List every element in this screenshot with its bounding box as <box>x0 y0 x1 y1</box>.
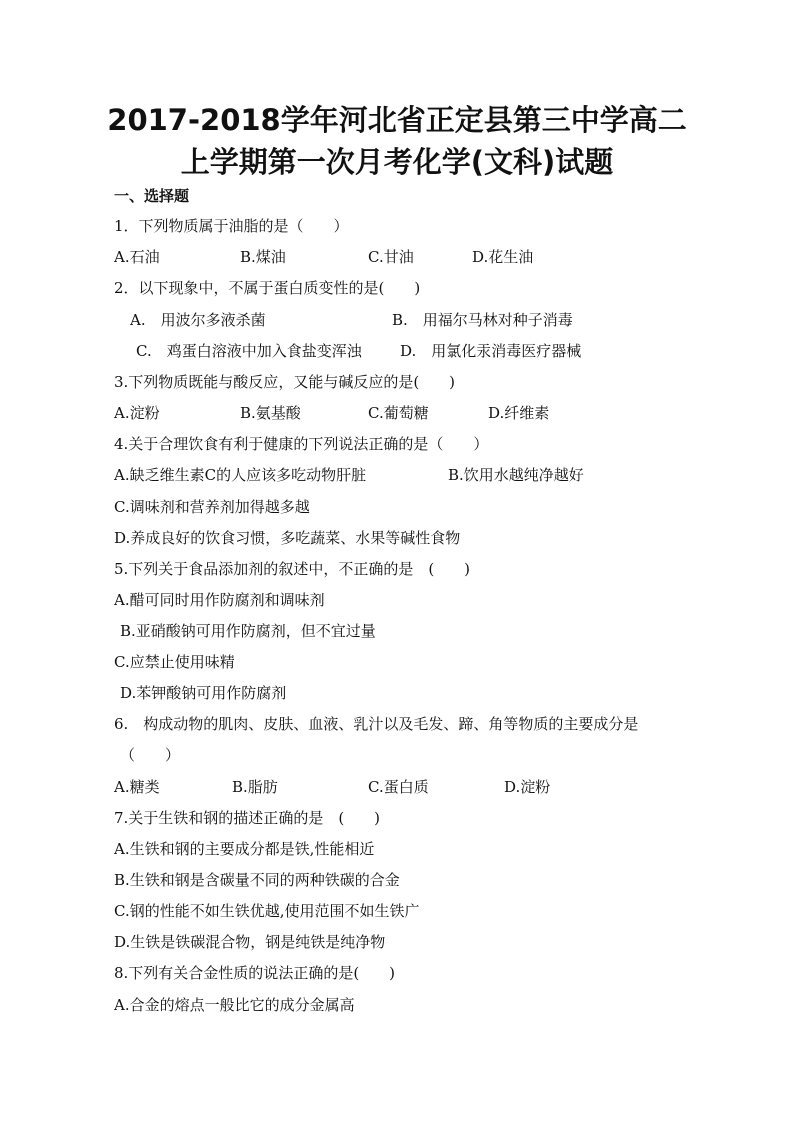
question-6-option-d: D.淀粉 <box>504 778 551 796</box>
question-4-option-c: C.调味剂和营养剂加得越多越 <box>114 498 310 516</box>
question-5-option-c: C.应禁止使用味精 <box>114 653 235 671</box>
question-4-option-a: A.缺乏维生素C的人应该多吃动物肝脏 <box>114 466 367 484</box>
question-2-stem: 2．以下现象中，不属于蛋白质变性的是( ) <box>114 279 421 297</box>
question-2-option-b: B. 用福尔马林对种子消毒 <box>392 311 573 329</box>
question-1-option-b: B.煤油 <box>240 248 286 266</box>
question-8-stem: 8.下列有关合金性质的说法正确的是( ) <box>114 964 396 982</box>
question-4-stem: 4.关于合理饮食有利于健康的下列说法正确的是（ ） <box>114 435 489 453</box>
question-7-option-c: C.钢的性能不如生铁优越,使用范围不如生铁广 <box>114 902 420 920</box>
question-3-option-d: D.纤维素 <box>488 404 550 422</box>
question-6-option-c: C.蛋白质 <box>368 778 429 796</box>
question-7-option-b: B.生铁和钢是含碳量不同的两种铁碳的合金 <box>114 871 400 889</box>
question-3-stem: 3.下列物质既能与酸反应，又能与碱反应的是( ) <box>114 373 456 391</box>
question-7-option-d: D.生铁是铁碳混合物，钢是纯铁是纯净物 <box>114 933 386 951</box>
question-2-option-d: D. 用氯化汞消毒医疗器械 <box>400 342 582 360</box>
section-heading: 一、选择题 <box>114 187 190 205</box>
exam-title-line-2: 上学期第一次月考化学(文科)试题 <box>180 145 614 179</box>
question-7-stem: 7.关于生铁和钢的描述正确的是 ( ) <box>114 809 381 827</box>
question-2-option-a: A. 用波尔多液杀菌 <box>130 311 266 329</box>
question-6-option-b: B.脂肪 <box>232 778 278 796</box>
question-5-stem: 5.下列关于食品添加剂的叙述中，不正确的是 ( ) <box>114 560 471 578</box>
question-3-option-a: A.淀粉 <box>114 404 160 422</box>
question-5-option-b: B.亚硝酸钠可用作防腐剂，但不宜过量 <box>120 622 376 640</box>
question-1-option-a: A.石油 <box>114 248 160 266</box>
question-7-option-a: A.生铁和钢的主要成分都是铁,性能相近 <box>114 840 375 858</box>
question-1-stem: 1．下列物质属于油脂的是（ ） <box>114 217 349 235</box>
question-6-stem-continuation: （ ） <box>120 746 181 764</box>
exam-title-line-1: 2017-2018学年河北省正定县第三中学高二 <box>107 103 687 137</box>
question-1-option-c: C.甘油 <box>368 248 414 266</box>
question-5-option-a: A.醋可同时用作防腐剂和调味剂 <box>114 591 325 609</box>
question-4-option-d: D.养成良好的饮食习惯，多吃蔬菜、水果等碱性食物 <box>114 529 461 547</box>
question-4-option-b: B.饮用水越纯净越好 <box>448 466 584 484</box>
question-6-stem: 6. 构成动物的肌肉、皮肤、血液、乳汁以及毛发、蹄、角等物质的主要成分是 <box>114 715 639 733</box>
question-3-option-c: C.葡萄糖 <box>368 404 429 422</box>
question-6-option-a: A.糖类 <box>114 778 160 796</box>
question-8-option-a: A.合金的熔点一般比它的成分金属高 <box>114 996 355 1014</box>
question-2-option-c: C. 鸡蛋白溶液中加入食盐变浑浊 <box>136 342 362 360</box>
question-5-option-d: D.苯钾酸钠可用作防腐剂 <box>120 684 287 702</box>
question-1-option-d: D.花生油 <box>472 248 534 266</box>
question-3-option-b: B.氨基酸 <box>240 404 301 422</box>
